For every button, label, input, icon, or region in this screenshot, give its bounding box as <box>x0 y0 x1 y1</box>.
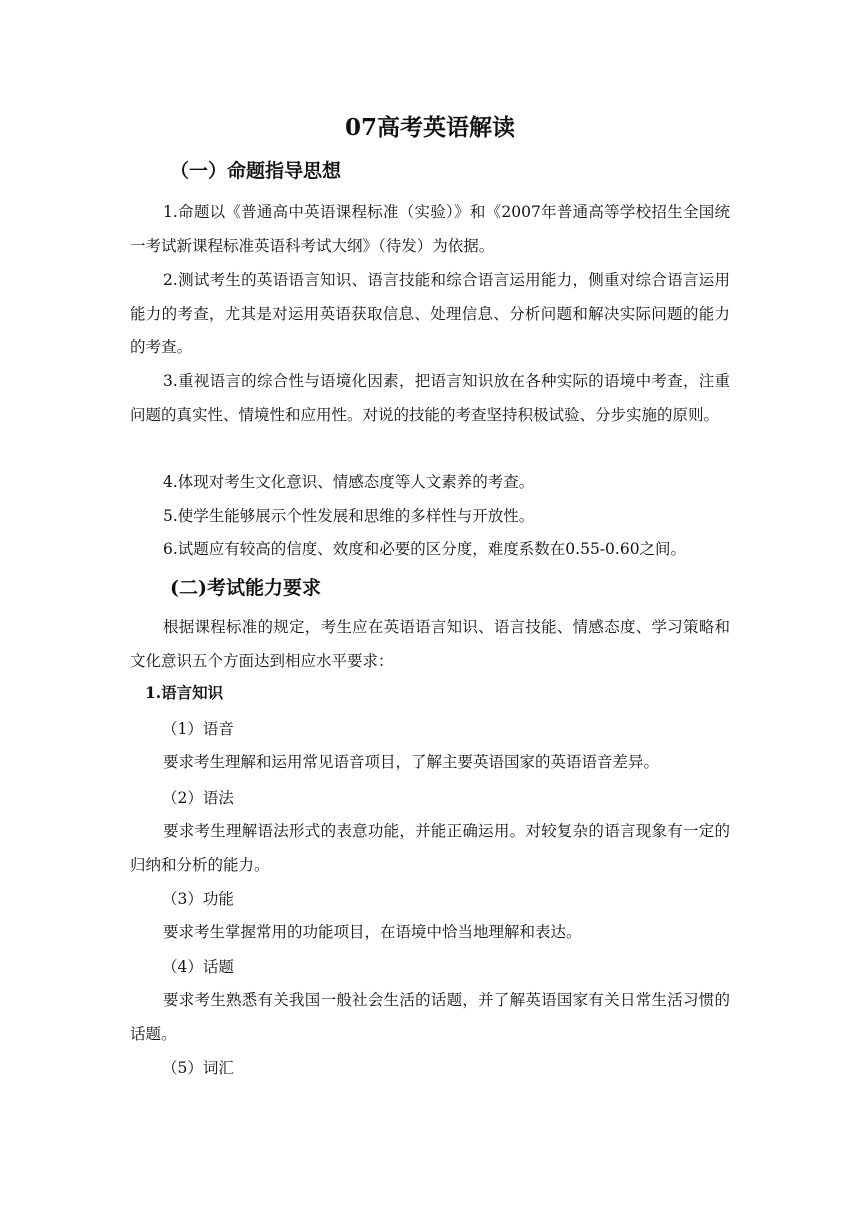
guideline-item-1: 1.命题以《普通高中英语课程标准（实验）》和《2007年普通高等学校招生全国统一考试新课程标准英语科考试大纲》（待发）为依据。 <box>130 203 730 255</box>
section-1-heading: （一）命题指导思想 <box>170 160 342 182</box>
function-label: （3）功能 <box>162 890 234 908</box>
language-knowledge-heading: 1.语言知识 <box>145 683 224 702</box>
guideline-item-6: 6.试题应有较高的信度、效度和必要的区分度，难度系数在0.55-0.60之间。 <box>163 540 687 558</box>
function-text: 要求考生掌握常用的功能项目，在语境中恰当地理解和表达。 <box>163 923 582 941</box>
guideline-item-5: 5.使学生能够展示个性发展和思维的多样性与开放性。 <box>163 507 535 525</box>
grammar-text: 要求考生理解语法形式的表意功能，并能正确运用。对较复杂的语言现象有一定的归纳和分析的能力。 <box>130 822 730 874</box>
guideline-item-2: 2.测试考生的英语语言知识、语言技能和综合语言运用能力，侧重对综合语言运用能力的考查，尤其是对运用英语获取信息、处理信息、分析问题和解决实际问题的能力的考查。 <box>130 271 730 356</box>
topic-label: （4）话题 <box>162 958 234 976</box>
grammar-label: （2）语法 <box>162 789 234 807</box>
guideline-item-3: 3.重视语言的综合性与语境化因素，把语言知识放在各种实际的语境中考查，注重问题的真实性、情境性和应用性。对说的技能的考查坚持积极试验、分步实施的原则。 <box>130 372 730 424</box>
document-title: 07高考英语解读 <box>344 114 515 141</box>
section-2-intro: 根据课程标准的规定，考生应在英语语言知识、语言技能、情感态度、学习策略和文化意识五个方面达到相应水平要求： <box>130 618 730 670</box>
pronunciation-text: 要求考生理解和运用常见语音项目，了解主要英语国家的英语语音差异。 <box>163 753 660 771</box>
guideline-item-4: 4.体现对考生文化意识、情感态度等人文素养的考查。 <box>163 473 535 491</box>
section-2-heading: (二)考试能力要求 <box>170 577 321 599</box>
vocabulary-label: （5）词汇 <box>162 1059 234 1077</box>
topic-text: 要求考生熟悉有关我国一般社会生活的话题，并了解英语国家有关日常生活习惯的话题。 <box>130 991 730 1043</box>
pronunciation-label: （1）语音 <box>162 720 234 738</box>
